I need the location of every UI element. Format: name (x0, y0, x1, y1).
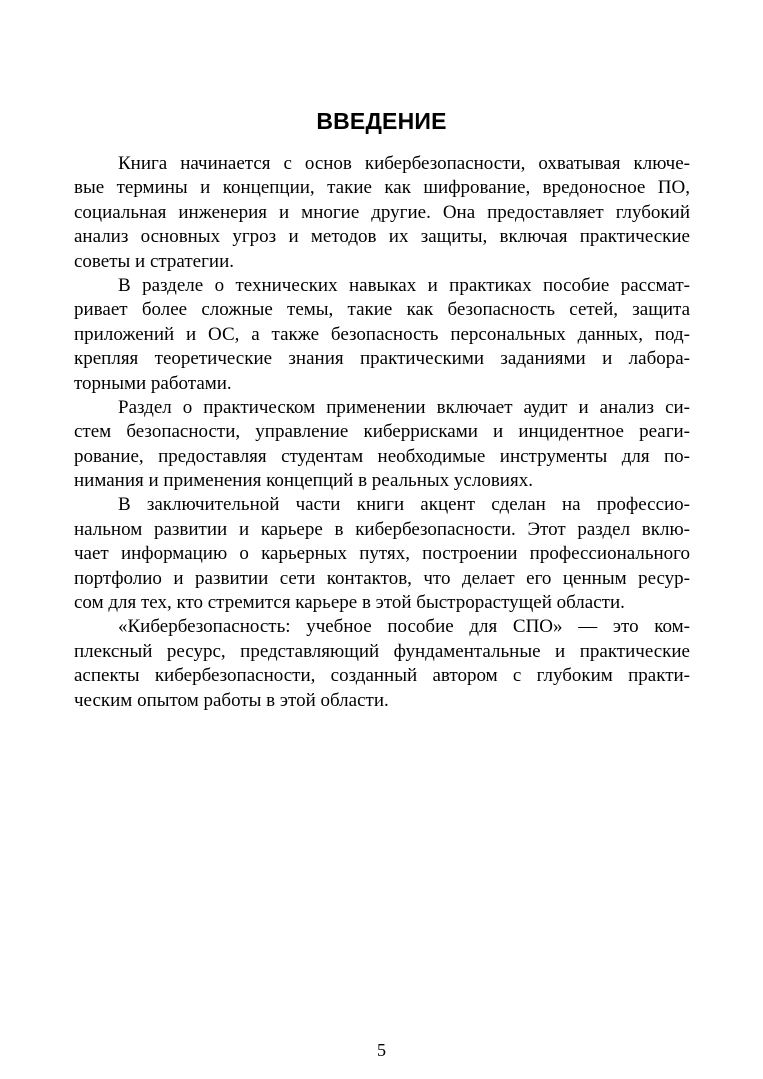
text-line: В разделе о технических навыках и практиках пособие рассмат- (118, 274, 690, 296)
text-line: советы и стратегии. (74, 250, 234, 272)
text-line: портфолио и развитии сети контактов, что делает его ценным ресур- (74, 567, 690, 589)
text-line: аспекты кибербезопасности, созданный автором с глубоким практи- (74, 665, 690, 687)
text-line: приложений и ОС, а также безопасность персональных данных, под- (74, 323, 690, 345)
text-line: плексный ресурс, представляющий фундаментальные и практические (74, 640, 690, 662)
body-text (74, 152, 690, 713)
text-line: рование, предоставляя студентам необходимые инструменты для по- (74, 445, 690, 467)
text-line: Книга начинается с основ кибербезопасности, охватывая ключе- (118, 153, 690, 174)
paragraph-1 (74, 152, 690, 274)
paragraph-5 (74, 615, 690, 713)
text-line: чает информацию о карьерных путях, построении профессионального (74, 543, 690, 565)
text-line: Раздел о практическом применении включает аудит и анализ си- (118, 396, 690, 418)
text-line: стем безопасности, управление киберрисками и инцидентное реаги- (74, 421, 690, 443)
text-line: ривает более сложные темы, такие как безопасность сетей, защита (74, 299, 690, 321)
text-line: сом для тех, кто стремится карьере в этой быстрорастущей области. (74, 592, 625, 614)
page-title: ВВЕДЕНИЕ (316, 108, 447, 134)
text-line: нальном развитии и карьере в кибербезопасности. Этот раздел вклю- (74, 518, 690, 540)
text-line: торными работами. (74, 372, 232, 394)
text-line: крепляя теоретические знания практическими заданиями и лабора- (74, 348, 690, 370)
text-line: ческим опытом работы в этой области. (74, 689, 389, 711)
page-number: 5 (377, 1040, 386, 1060)
text-line: «Кибербезопасность: учебное пособие для СПО» — это ком- (118, 616, 690, 638)
text-line: анализ основных угроз и методов их защиты, включая практические (74, 226, 690, 248)
paragraph-4 (74, 493, 690, 615)
text-line: В заключительной части книги акцент сделан на профессио- (118, 494, 690, 516)
text-line: социальная инженерия и многие другие. Она предоставляет глубокий (74, 201, 690, 223)
text-line: нимания и применения концепций в реальных условиях. (74, 470, 533, 492)
text-line: вые термины и концепции, такие как шифрование, вредоносное ПО, (74, 177, 690, 199)
paragraph-2 (74, 274, 690, 396)
paragraph-3 (74, 396, 690, 494)
